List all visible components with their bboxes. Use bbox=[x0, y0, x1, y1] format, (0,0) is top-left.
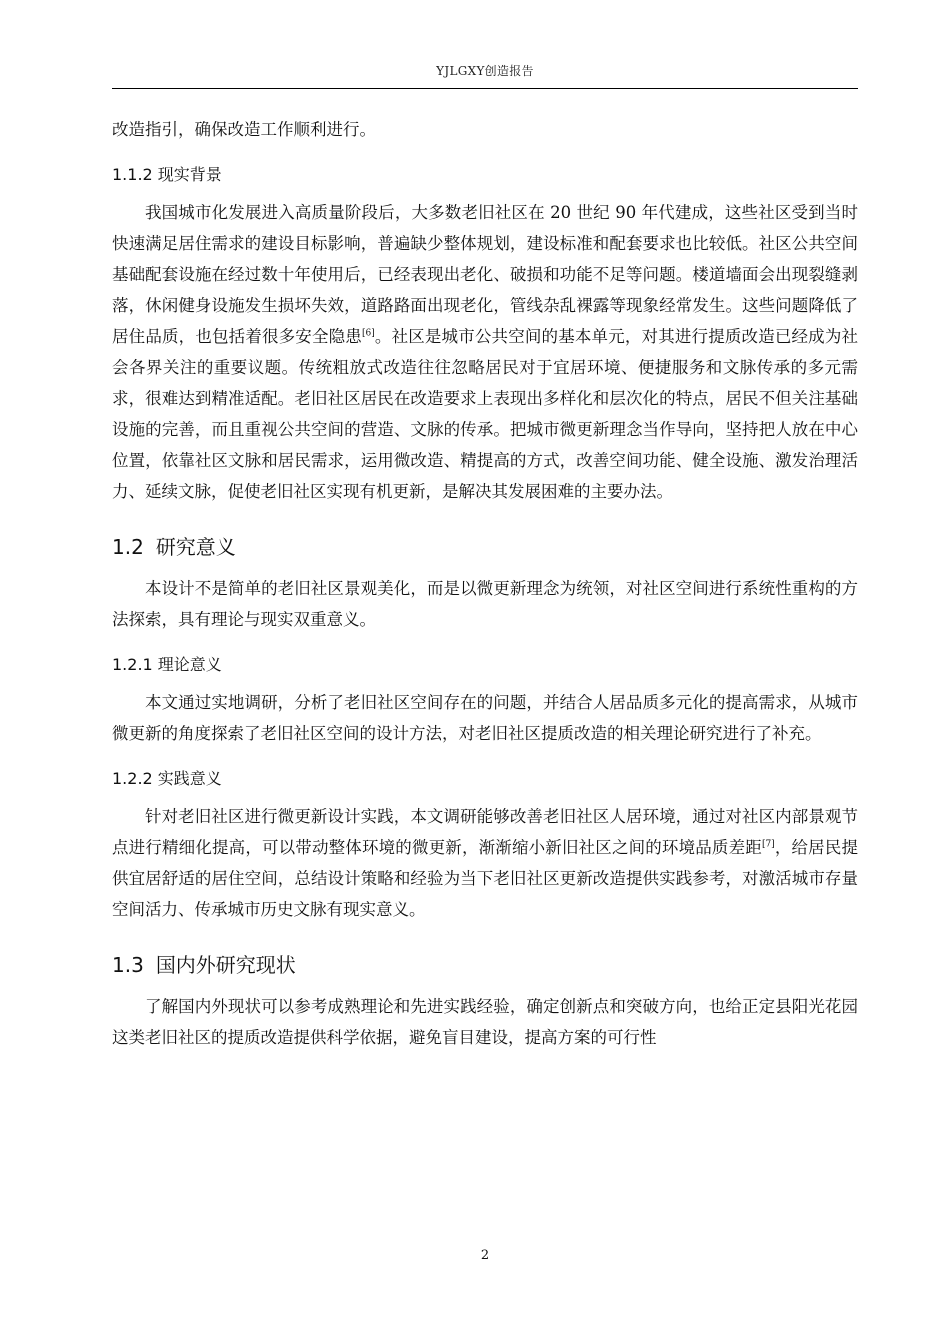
header-divider bbox=[112, 88, 858, 89]
citation-ref: [7] bbox=[761, 839, 775, 850]
paragraph-text: ，给居民提供宜居舒适的居住空间，总结设计策略和经验为当下老旧社区更新改造提供实践参考，对激活城市存量空间活力、传承城市历史文脉有现实意义。 bbox=[112, 838, 859, 919]
section-heading-1-2 bbox=[112, 533, 858, 561]
paragraph-text: 针对老旧社区进行微更新设计实践，本文调研能够改善老旧社区人居环境，通过对社区内部景观节点进行精细化提高，可以带动整体环境的微更新，渐渐缩小新旧社区之间的环境品质差距 bbox=[112, 807, 858, 857]
section-number: 1.3 bbox=[112, 953, 144, 977]
section-title: 研究意义 bbox=[155, 535, 236, 559]
citation-ref: [6] bbox=[361, 328, 375, 339]
section-heading-1-3 bbox=[112, 951, 858, 979]
paragraph-realistic-background bbox=[112, 197, 858, 507]
page-header: YJLGXY创造报告 bbox=[436, 64, 534, 78]
paragraph-practical-significance bbox=[112, 801, 858, 925]
document-body bbox=[112, 114, 858, 1053]
page-number: 2 bbox=[480, 1248, 490, 1263]
section-heading-1-1-2: 1.1.2 现实背景 bbox=[112, 165, 222, 184]
section-number: 1.2 bbox=[112, 535, 144, 559]
paragraph-research-status: 了解国内外现状可以参考成熟理论和先进实践经验，确定创新点和突破方向，也给正定县阳光花园这类老旧社区的提质改造提供科学依据，避免盲目建设，提高方案的可行性 bbox=[112, 997, 858, 1047]
section-heading-1-2-2: 1.2.2 实践意义 bbox=[112, 769, 222, 788]
paragraph-text: 我国城市化发展进入高质量阶段后，大多数老旧社区在 20 世纪 90 年代建成，这些社区受到当时快速满足居住需求的建设目标影响，普遍缺少整体规划，建设标准和配套要求也比较低。社区公共空间基础配套设施在经过数十年使用后，已经表现出老化、破损和功能不足等问题。楼道墙面会出现裂缝剥落，休闲健身设施发生损坏失效，道路路面出现老化，管线杂乱裸露等现象经常发生。这些问题降低了居住品质，也包括着很多安全隐患 bbox=[112, 203, 858, 346]
paragraph-theoretical-significance: 本文通过实地调研，分析了老旧社区空间存在的问题，并结合人居品质多元化的提高需求，从城市微更新的角度探索了老旧社区空间的设计方法，对老旧社区提质改造的相关理论研究进行了补充。 bbox=[112, 693, 858, 743]
section-heading-1-2-1: 1.2.1 理论意义 bbox=[112, 655, 222, 674]
paragraph-text: 。社区是城市公共空间的基本单元，对其进行提质改造已经成为社会各界关注的重要议题。传统粗放式改造往往忽略居民对于宜居环境、便捷服务和文脉传承的多元需求，很难达到精准适配。老旧社区居民在改造要求上表现出多样化和层次化的特点，居民不但关注基础设施的完善，而且重视公共空间的营造、文脉的传承。把城市微更新理念当作导向，坚持把人放在中心位置，依靠社区文脉和居民需求，运用微改造、精提高的方式，改善空间功能、健全设施、激发治理活力、延续文脉，促使老旧社区实现有机更新，是解决其发展困难的主要办法。 bbox=[112, 327, 859, 501]
paragraph-research-significance: 本设计不是简单的老旧社区景观美化，而是以微更新理念为统领，对社区空间进行系统性重构的方法探索，具有理论与现实双重意义。 bbox=[112, 579, 858, 629]
section-title: 国内外研究现状 bbox=[155, 953, 296, 977]
paragraph-continuation: 改造指引，确保改造工作顺利进行。 bbox=[112, 120, 376, 139]
